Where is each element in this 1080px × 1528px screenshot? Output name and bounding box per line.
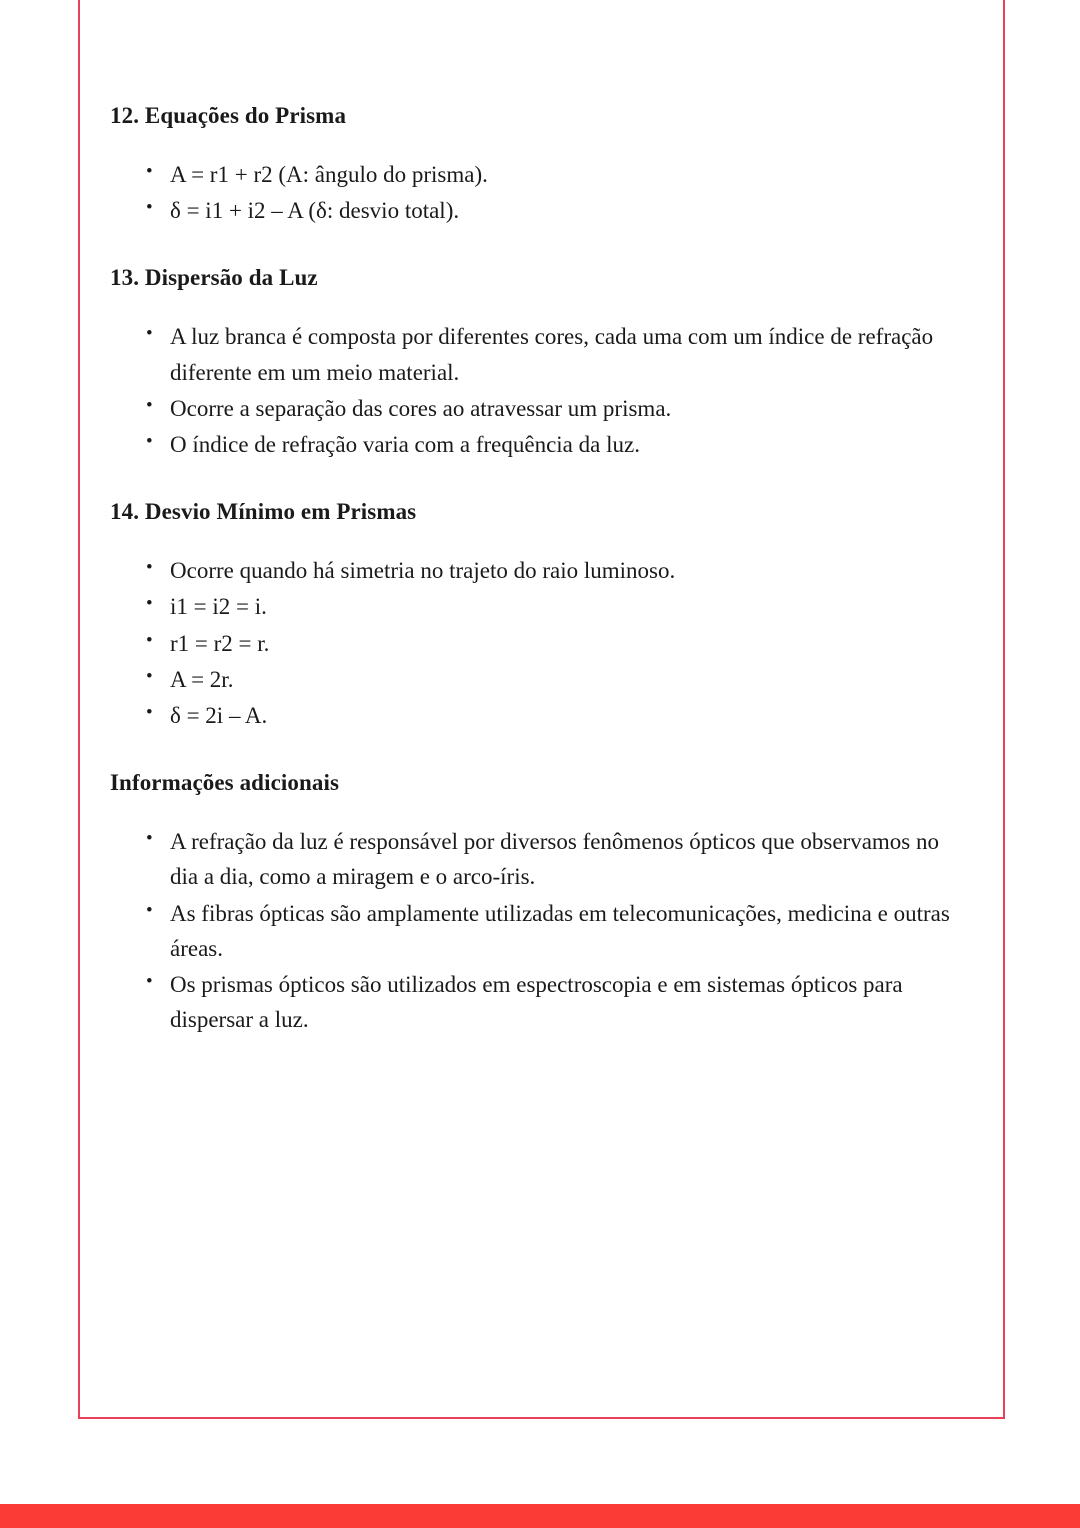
list-item: • δ = 2i – A. (146, 698, 972, 733)
list-item: • O índice de refração varia com a frequência da luz. (146, 427, 972, 462)
bullet-list (110, 824, 972, 1037)
section-heading: Informações adicionais (110, 770, 339, 796)
list-item: • A refração da luz é responsável por diversos fenômenos ópticos que observamos no dia a dia, como a miragem e o arco-íris. (146, 824, 972, 894)
heading-spacer (110, 808, 972, 824)
section-desvio-minimo-em-prismas (110, 496, 972, 733)
list-item: • A = r1 + r2 (A: ângulo do prisma). (146, 157, 972, 192)
document-content (110, 100, 972, 1038)
section-heading: 13. Dispersão da Luz (110, 265, 318, 291)
section-heading: 14. Desvio Mínimo em Prismas (110, 499, 417, 525)
list-item: • Ocorre a separação das cores ao atravessar um prisma. (146, 391, 972, 426)
bottom-accent-bar (0, 1504, 1080, 1528)
bullet-list (110, 553, 972, 733)
list-item: • δ = i1 + i2 – A (δ: desvio total). (146, 193, 972, 228)
section-dispersao-da-luz (110, 262, 972, 462)
bullet-list (110, 319, 972, 462)
section-informacoes-adicionais (110, 767, 972, 1037)
section-equacoes-do-prisma (110, 100, 972, 228)
section-heading: 12. Equações do Prisma (110, 103, 347, 128)
heading-spacer (110, 141, 972, 157)
list-item: • A luz branca é composta por diferentes cores, cada uma com um índice de refração diferente em um meio material. (146, 319, 972, 389)
list-item: • Ocorre quando há simetria no trajeto do raio luminoso. (146, 553, 972, 588)
heading-spacer (110, 537, 972, 553)
list-item: • i1 = i2 = i. (146, 589, 972, 624)
heading-spacer (110, 303, 972, 319)
list-item: • As fibras ópticas são amplamente utilizadas em telecomunicações, medicina e outras áreas. (146, 896, 972, 966)
bullet-list (110, 157, 972, 228)
list-item: • A = 2r. (146, 662, 972, 697)
list-item: • r1 = r2 = r. (146, 626, 972, 661)
list-item: • Os prismas ópticos são utilizados em espectroscopia e em sistemas ópticos para dispersar a luz. (146, 967, 972, 1037)
